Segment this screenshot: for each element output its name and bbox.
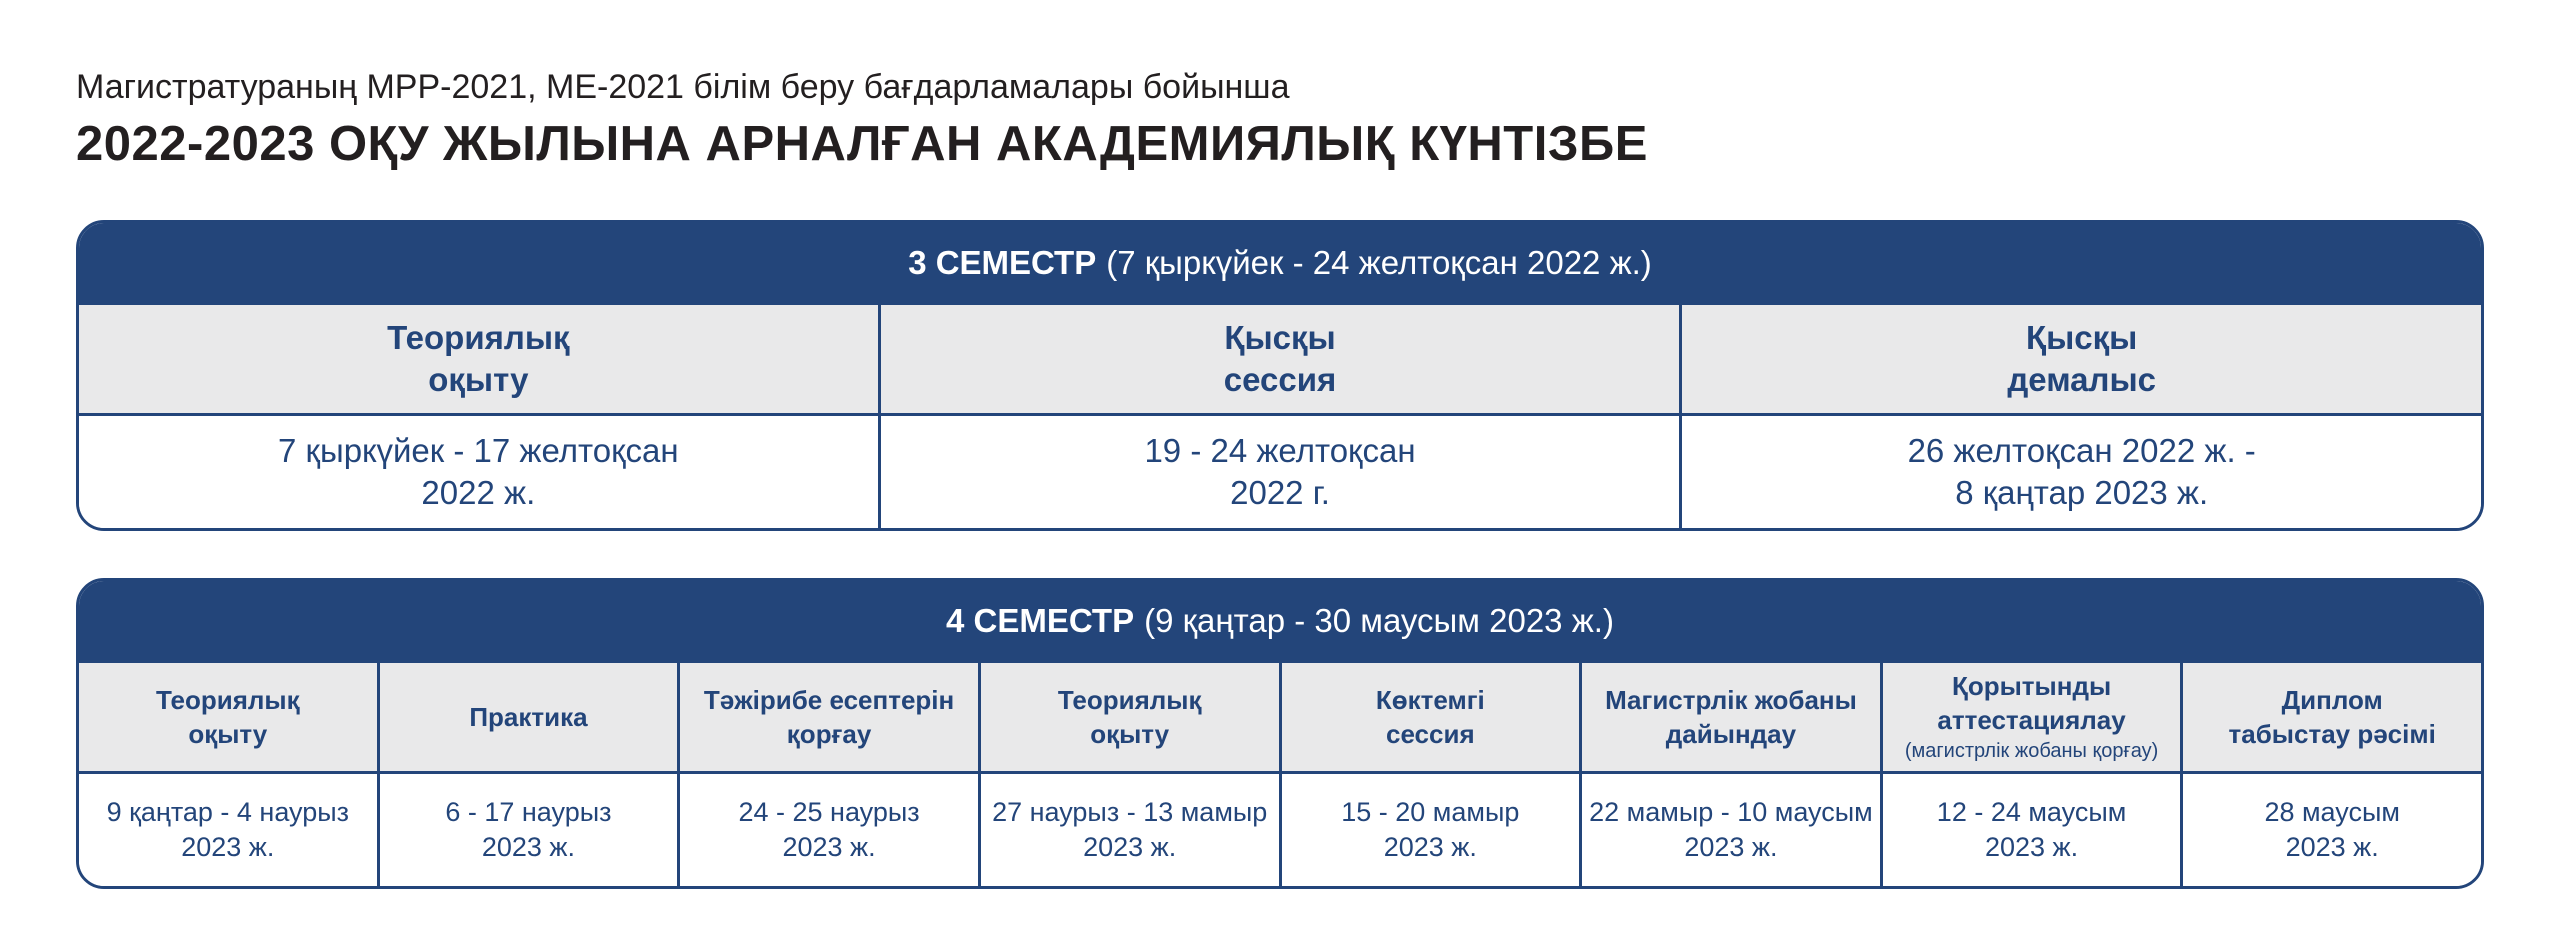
date-cell-final-attestation: 12 - 24 маусым 2023 ж. <box>1883 774 2184 886</box>
date-cell-winter-session: 19 - 24 желтоқсан 2022 г. <box>881 416 1683 528</box>
semester-4-header <box>79 581 2481 663</box>
header-cell-theory-2: Теориялық оқыту <box>981 663 1282 771</box>
header-cell-winter-session: Қысқы сессия <box>881 305 1683 413</box>
semester-3-name: 3 СЕМЕСТР <box>908 243 1097 281</box>
date-cell-theory-1: 9 қаңтар - 4 наурыз 2023 ж. <box>79 774 380 886</box>
date-cell-diploma-ceremony: 28 маусым 2023 ж. <box>2264 797 2400 862</box>
semester-3-header-row <box>79 305 2481 416</box>
semester-3-header <box>79 223 2481 305</box>
semester-4-period: (9 қаңтар - 30 маусым 2023 ж.) <box>1144 601 1614 639</box>
date-cell-winter-break: 26 желтоқсан 2022 ж. - 8 қаңтар 2023 ж. <box>1907 432 2256 511</box>
semester-4-dates-row <box>79 774 2481 886</box>
date-cell-theory: 7 қыркүйек - 17 желтоқсан 2022 ж. <box>79 416 881 528</box>
page-subtitle: Магистратураның МРР-2021, МЕ-2021 білім беру бағдарламалары бойынша <box>76 68 1290 106</box>
header-cell-spring-session: Көктемгі сессия <box>1282 663 1583 771</box>
header-cell-winter-break: Қысқы демалыс <box>2007 319 2157 398</box>
date-cell-practice: 6 - 17 наурыз 2023 ж. <box>380 774 681 886</box>
date-cell-practice-defense: 24 - 25 наурыз 2023 ж. <box>680 774 981 886</box>
semester-3-dates-row <box>79 416 2481 528</box>
semester-3-table <box>76 220 2484 531</box>
header-cell-theory-1: Теориялық оқыту <box>79 663 380 771</box>
header-cell-diploma-ceremony: Диплом табыстау рәсімі <box>2228 685 2436 749</box>
header-cell-master-project: Магистрлік жобаны дайындау <box>1582 663 1883 771</box>
date-cell-spring-session: 15 - 20 мамыр 2023 ж. <box>1282 774 1583 886</box>
semester-3-period: (7 қыркүйек - 24 желтоқсан 2022 ж.) <box>1106 243 1652 281</box>
semester-4-table <box>76 578 2484 889</box>
header-cell-theory: Теориялық оқыту <box>79 305 881 413</box>
semester-4-name: 4 СЕМЕСТР <box>946 601 1135 639</box>
date-cell-theory-2: 27 наурыз - 13 мамыр 2023 ж. <box>981 774 1282 886</box>
header-cell-final-attestation: Қорытынды аттестациялау (магистрлік жобаны қорғау) <box>1883 663 2184 771</box>
header-cell-practice: Практика <box>380 663 681 771</box>
semester-4-header-row <box>79 663 2481 774</box>
date-cell-master-project: 22 мамыр - 10 маусым 2023 ж. <box>1582 774 1883 886</box>
page-title: 2022-2023 ОҚУ ЖЫЛЫНА АРНАЛҒАН АКАДЕМИЯЛЫҚ КҮНТІЗБЕ <box>76 117 1648 171</box>
header-cell-practice-defense: Тәжірибе есептерін қорғау <box>680 663 981 771</box>
